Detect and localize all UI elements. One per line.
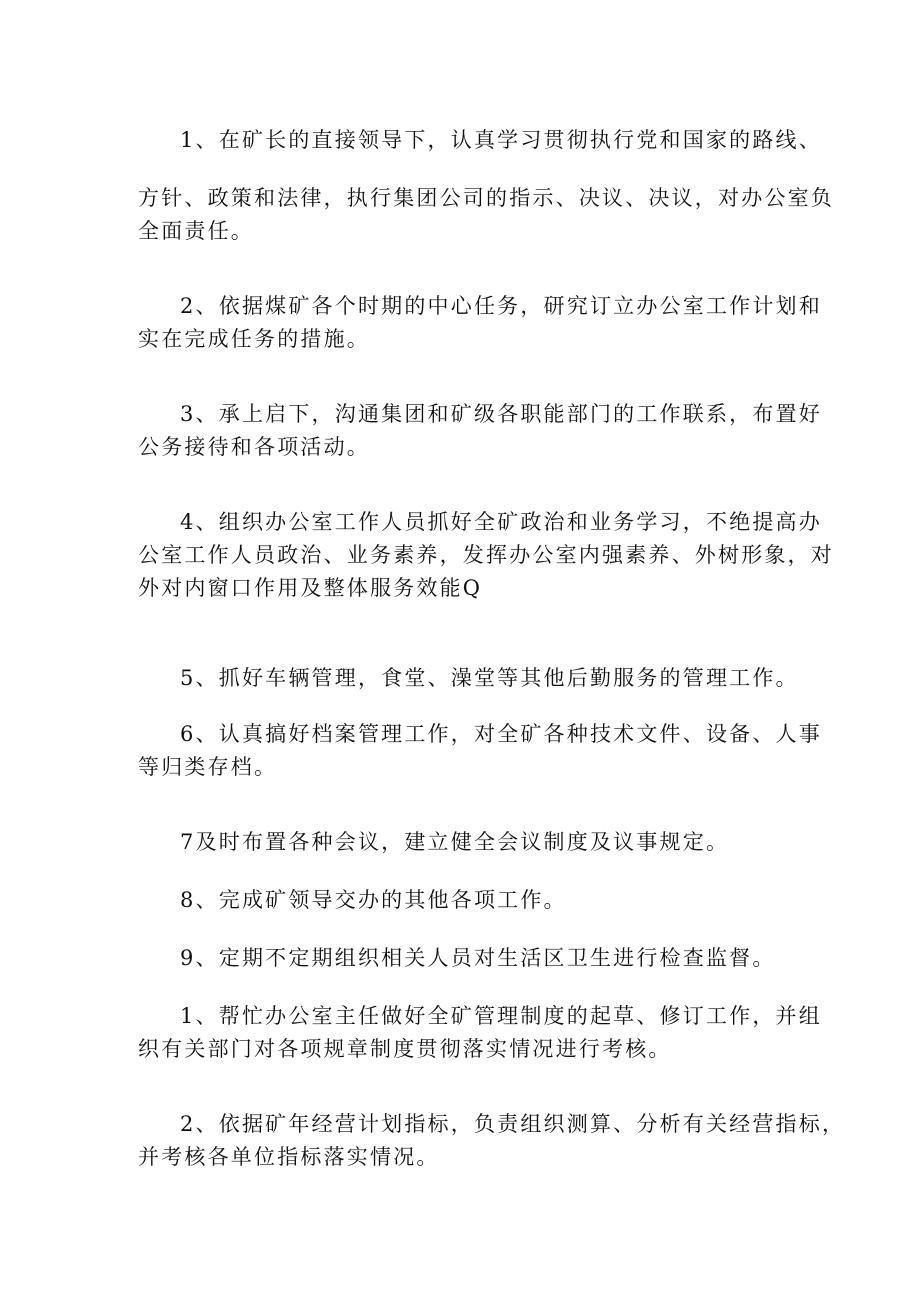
paragraph-line: 公室工作人员政治、业务素养，发挥办公室内强素养、外树形象，对 [138,543,834,567]
paragraph-2 [138,290,822,356]
paragraph-1 [138,124,822,157]
paragraph-line: 2、依据矿年经营计划指标，负责组织测算、分析有关经营指标， [180,1112,846,1136]
paragraph-line: 等归类存档。 [138,755,278,779]
paragraph-line: 实在完成任务的措施。 [138,327,370,351]
paragraph-line: 公务接待和各项活动。 [138,435,370,459]
paragraph-4 [138,506,834,605]
paragraph-6 [138,718,822,784]
paragraph-line: 方针、政策和法律，执行集团公司的指示、决议、决议，对办公室负 [138,186,834,210]
paragraph-8 [138,884,788,917]
paragraph-line: 1、在矿长的直接领导下，认真学习贯彻执行党和国家的路线、 [180,128,822,152]
paragraph-3 [138,398,822,464]
paragraph-7 [138,826,788,859]
paragraph-5 [138,662,799,695]
paragraph-line: 3、承上启下，沟通集团和矿级各职能部门的工作联系，布置好 [180,402,822,426]
paragraph-line: 8、完成矿领导交办的其他各项工作。 [180,888,567,912]
paragraph-line: 5、抓好车辆管理，食堂、澡堂等其他后勤服务的管理工作。 [180,666,799,690]
paragraph-line: 全面责任。 [138,219,254,243]
paragraph-line: 1、帮忙办公室主任做好全矿管理制度的起草、修订工作，并组 [180,1004,822,1028]
paragraph-9 [138,942,788,975]
paragraph-line: 2、依据煤矿各个时期的中心任务，研究订立办公室工作计划和 [180,294,822,318]
paragraph-line: 4、组织办公室工作人员抓好全矿政治和业务学习，不绝提高办 [180,510,822,534]
paragraph-line: 并考核各单位指标落实情况。 [138,1145,440,1169]
paragraph-11 [138,1108,846,1174]
paragraph-line: 9、定期不定期组织相关人员对生活区卫生进行检查监督。 [180,946,776,970]
paragraph-line: 7及时布置各种会议，建立健全会议制度及议事规定。 [180,830,730,854]
paragraph-1-continued [138,182,834,248]
paragraph-line: 6、认真搞好档案管理工作，对全矿各种技术文件、设备、人事 [180,722,822,746]
paragraph-10 [138,1000,822,1066]
paragraph-line: 外对内窗口作用及整体服务效能Q [138,576,483,600]
paragraph-line: 织有关部门对各项规章制度贯彻落实情况进行考核。 [138,1037,672,1061]
